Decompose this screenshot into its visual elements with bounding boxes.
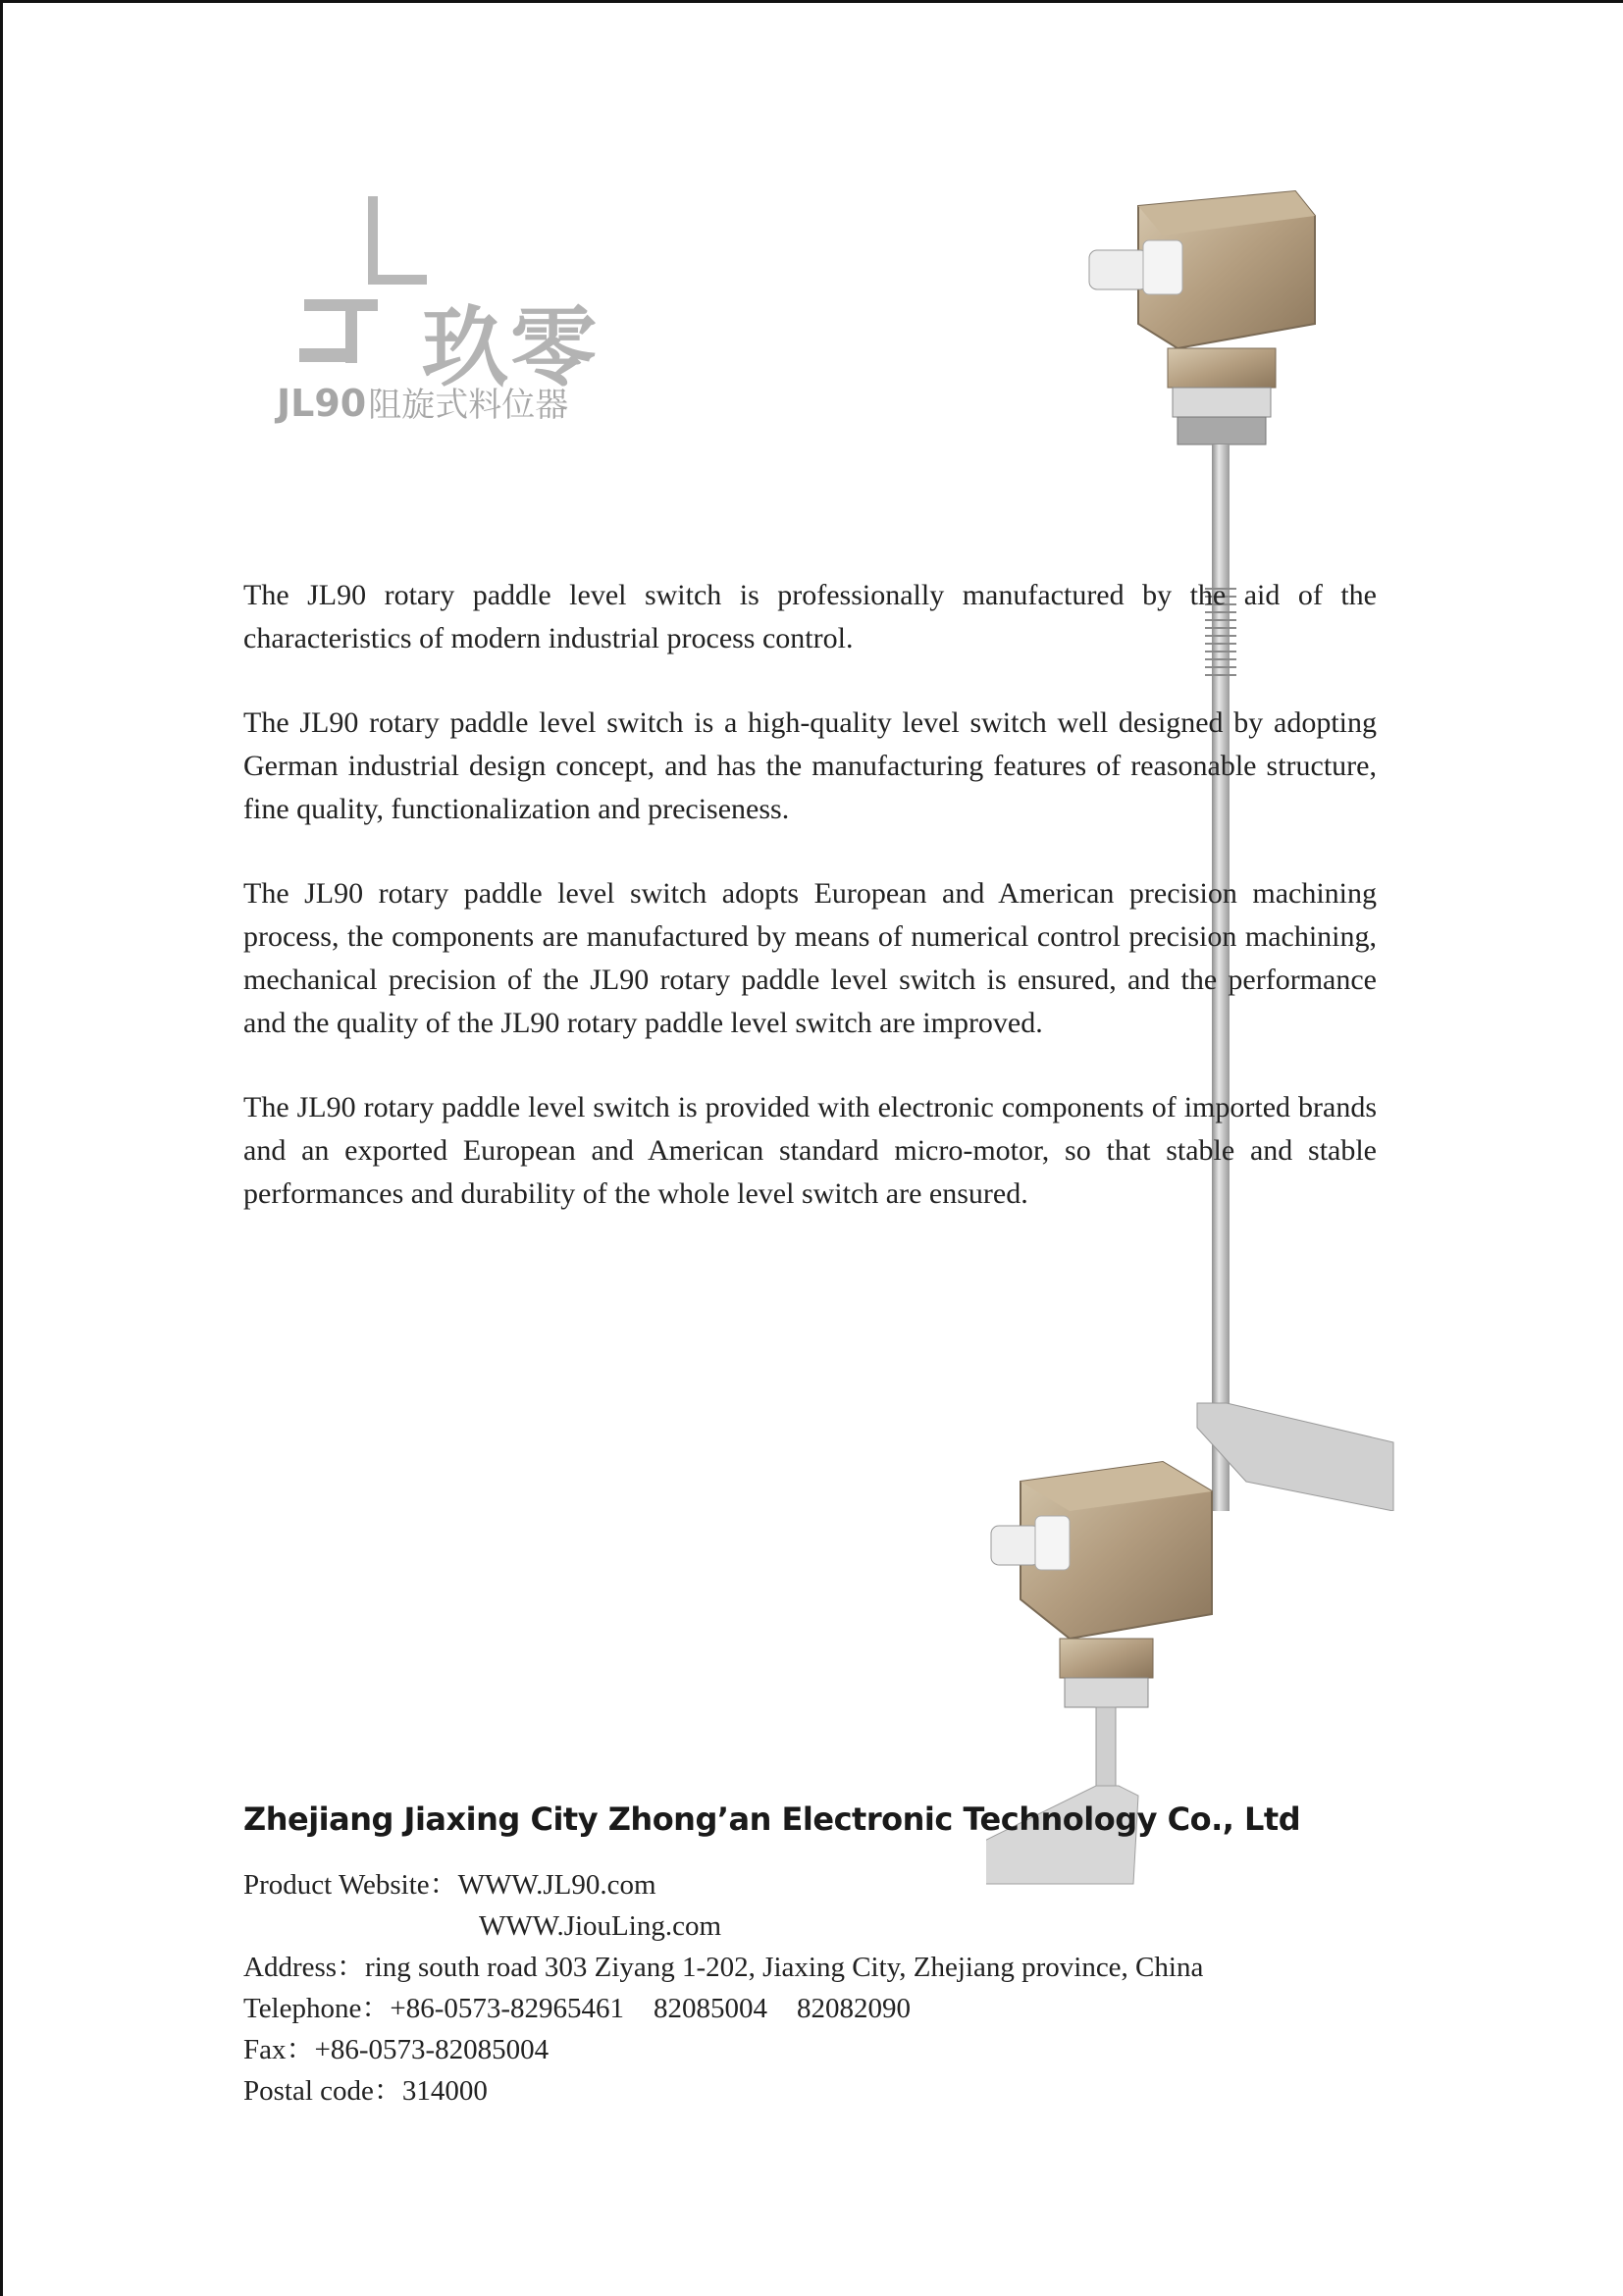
website-link-2[interactable]: WWW.JiouLing.com	[479, 1910, 721, 1942]
logo-brand-text: 玖零	[422, 297, 600, 398]
paragraph-design: The JL90 rotary paddle level switch is a high-quality level switch well designed by adopting German industrial design concept, and has the manufacturing features of reasonable structure, fine quality, functionalization and preciseness.	[243, 706, 1377, 825]
body-text	[243, 574, 1377, 1257]
postal-value: 314000	[401, 2075, 488, 2107]
fax-label: Fax：	[243, 2034, 315, 2065]
logo-model-code: JL90	[277, 382, 367, 425]
logo-mark-icon	[285, 191, 442, 378]
fax-line	[243, 2029, 1421, 2070]
paragraph-components: The JL90 rotary paddle level switch is provided with electronic components of imported brands and an exported European and American standard micro-motor, so that stable and stable performances and durability of the whole level switch are ensured.	[243, 1091, 1377, 1210]
logo-model-desc: 阻旋式料位器	[368, 386, 569, 425]
address-line	[243, 1947, 1421, 1988]
logo-subtitle	[277, 378, 568, 426]
fax-value: +86-0573-82085004	[314, 2034, 550, 2065]
telephone-value-1: +86-0573-82965461	[390, 1993, 625, 2024]
paragraph-intro: The JL90 rotary paddle level switch is professionally manufactured by the aid of the characteristics of modern industrial process control.	[243, 579, 1377, 654]
brand-logo	[275, 191, 648, 427]
address-label: Address：	[243, 1952, 366, 1983]
telephone-line	[243, 1988, 1421, 2029]
postal-label: Postal code：	[243, 2075, 402, 2107]
website-line-2	[243, 1905, 1421, 1947]
telephone-value-3: 82082090	[797, 1993, 912, 2024]
telephone-label: Telephone：	[243, 1993, 391, 2024]
paragraph-machining: The JL90 rotary paddle level switch adopts European and American precision machining process, the components are manufactured by means of numerical control precision machining, mechanical precision of the JL90 rotary paddle level switch is ensured, and the performance and the quality of the JL90 rotary paddle level switch are improved.	[243, 877, 1377, 1039]
page-border-top	[0, 0, 1623, 3]
telephone-value-2: 82085004	[654, 1993, 768, 2024]
website-link-1[interactable]: WWW.JL90.com	[457, 1869, 656, 1901]
address-value: ring south road 303 Ziyang 1-202, Jiaxing City, Zhejiang province, China	[365, 1952, 1204, 1983]
contact-info	[243, 1864, 1421, 2112]
website-line	[243, 1864, 1421, 1905]
page-border-left	[0, 0, 3, 2296]
postal-line	[243, 2070, 1421, 2112]
website-label: Product Website：	[243, 1869, 458, 1901]
company-name: Zhejiang Jiaxing City Zhong’an Electronic Technology Co., Ltd	[243, 1800, 1301, 1838]
